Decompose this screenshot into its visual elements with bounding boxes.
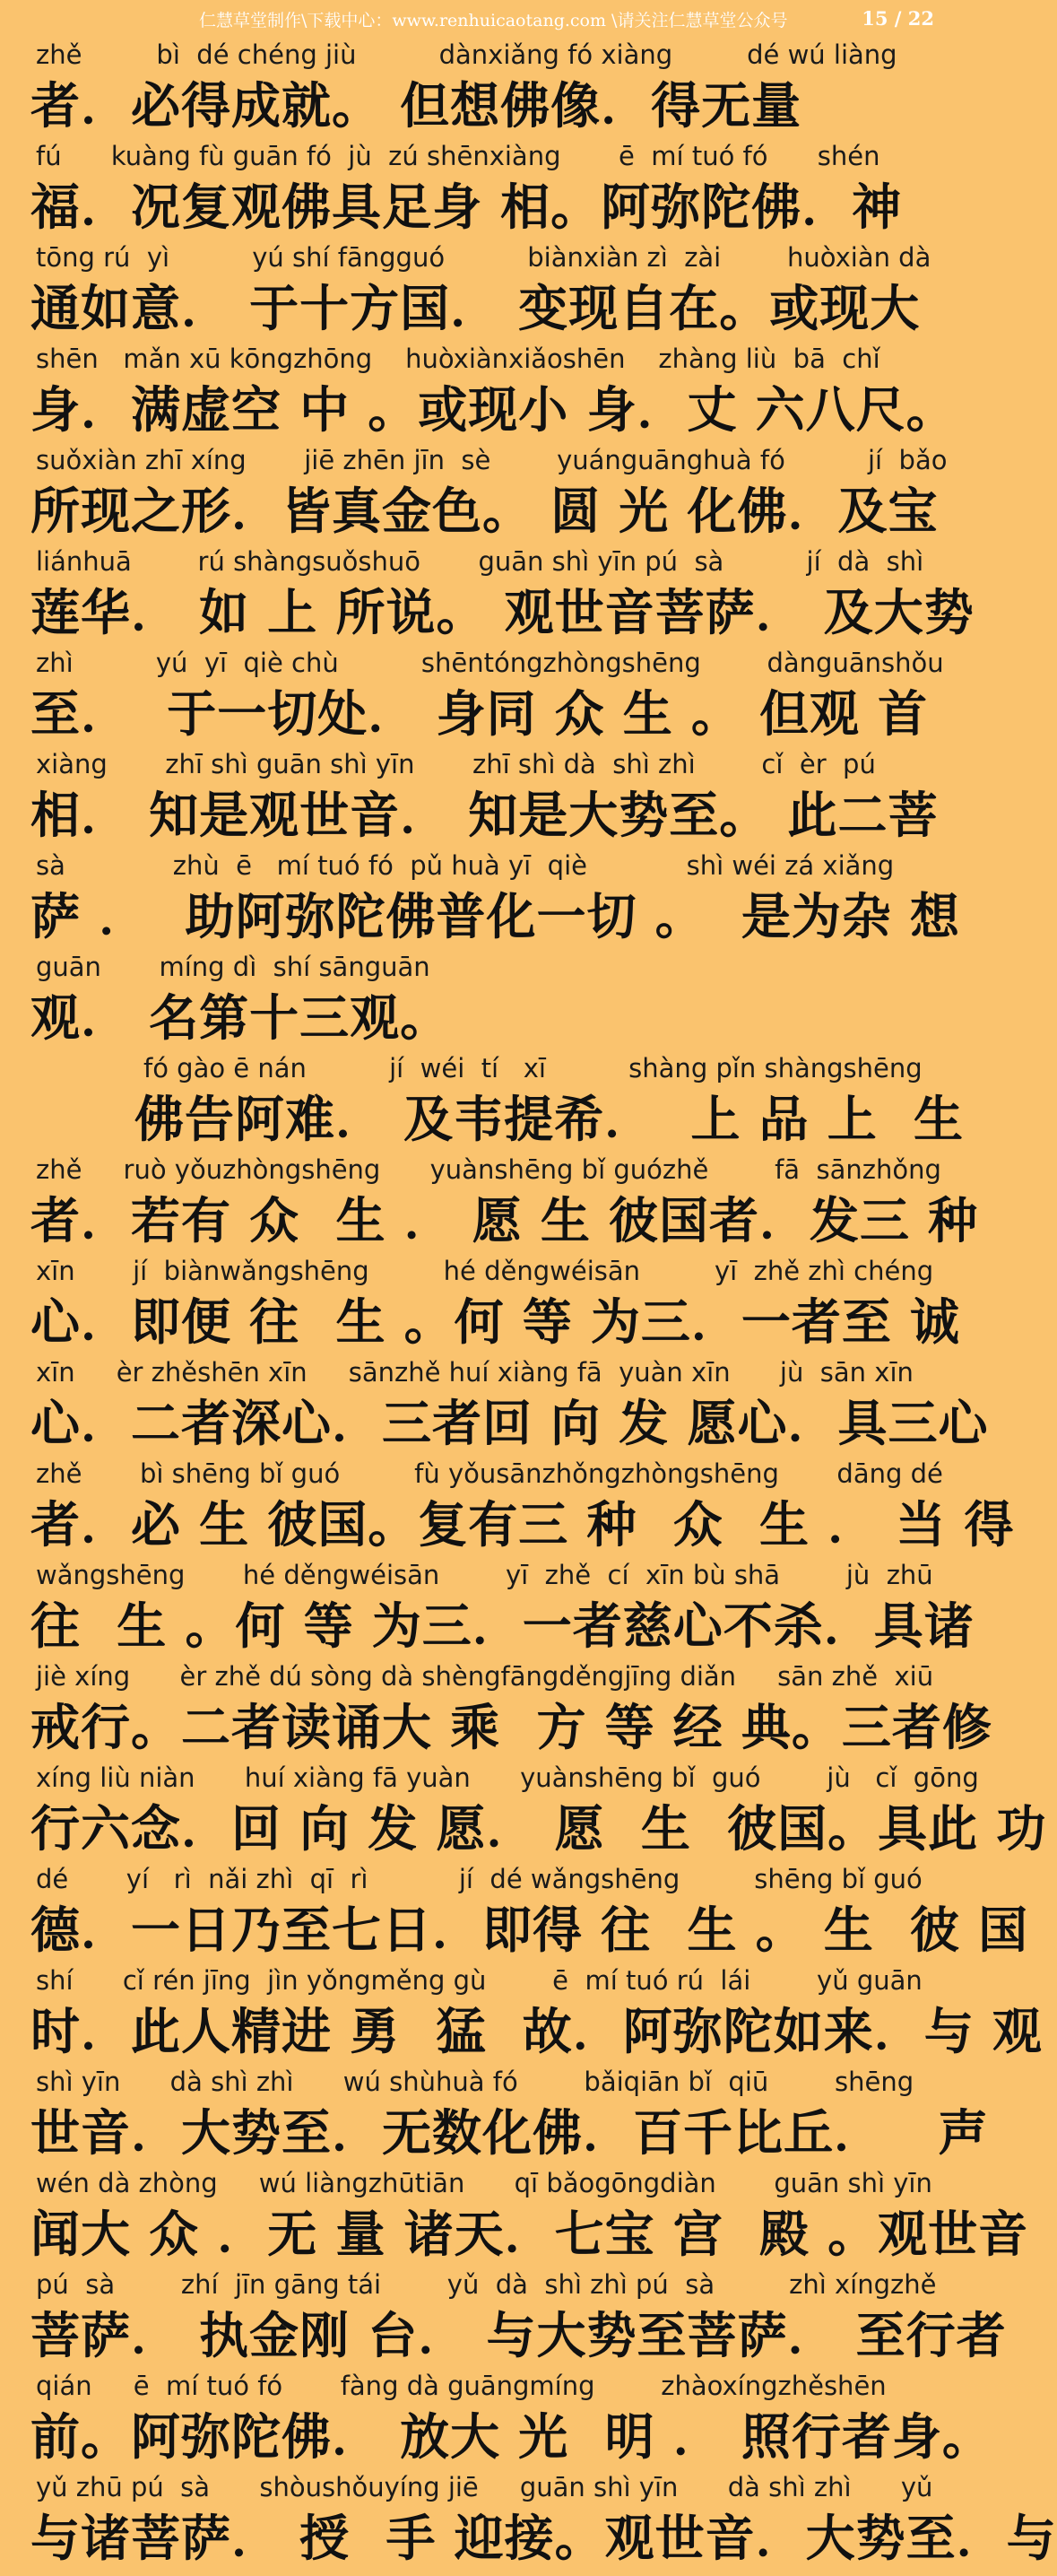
hanzi-line: 戒行。二者读诵大 乘 方 等 经 典。三者修 [30,1699,992,1756]
hanzi-line: 佛告阿难． 及韦提希． 上 品 上 生 [134,1091,965,1148]
hanzi-line: 萨 ． 助阿弥陀佛普化一切 。 是为杂 想 [30,888,961,945]
text-line [0,2468,1057,2570]
scripture-text [0,36,1057,2570]
hanzi-line: 莲华． 如 上 所说。 观世音菩萨． 及大势 [30,584,975,641]
hanzi-line: 世音．大势至．无数化佛．百千比丘． 声 [30,2104,989,2162]
hanzi-line: 身．满虚空 中 。或现小 身．丈 六八尺。 [30,381,957,439]
text-line [0,36,968,137]
text-line [0,441,968,543]
text-line [0,2164,1029,2266]
pinyin-line: liánhuā rú shàngsuǒshuō guān shì yīn pú sà jí dà shì [36,546,924,577]
pinyin-line: zhě bì dé chéng jiù dànxiǎng fó xiàng dé wú liàng [36,39,897,70]
text-line [0,745,968,847]
pinyin-line: zhě ruò yǒuzhòngshēng yuànshēng bǐ guózhě fā sānzhǒng [36,1154,941,1185]
text-line [0,644,968,745]
text-line [0,543,975,644]
hanzi-line: 行六念．回 向 发 愿． 愿 生 彼国。具此 功 [30,1800,1047,1858]
hanzi-line: 时．此人精进 勇 猛 故．阿弥陀如来．与 观 [30,2003,1043,2060]
pinyin-line: guān míng dì shí sānguān [36,952,430,982]
hanzi-line: 往 生 。何 等 为三．一者慈心不杀．具诸 [30,1597,975,1655]
pinyin-line: sà zhù ē mí tuó fó pǔ huà yī qiè shì wéi zá xiǎng [36,850,895,881]
hanzi-line: 心．即便 往 生 。何 等 为三．一者至 诚 [30,1293,961,1351]
pinyin-line: fú kuàng fù guān fó jù zú shēnxiàng ē mí tuó fó shén [36,141,880,171]
pinyin-line: fó gào ē nán jí wéi tí xī shàng pǐn shàngshēng [143,1053,923,1083]
pinyin-line: pú sà zhí jīn gāng tái yǔ dà shì zhì pú sà zhì xíngzhě [36,2269,937,2300]
hanzi-line: 闻大 众 ．无 量 诸天．七宝 宫 殿 。观世音 [30,2206,1029,2263]
hanzi-line: 至． 于一切处． 身同 众 生 。 但观 首 [30,685,929,743]
text-line [0,1049,968,1151]
pinyin-line: wén dà zhòng wú liàngzhūtiān qī bǎogōngdiàn guān shì yīn [36,2168,932,2198]
hanzi-line: 通如意． 于十方国． 变现自在。或现大 [30,280,921,337]
hanzi-line: 德．一日乃至七日．即得 往 生 。 生 彼 国 [30,1902,1029,1959]
text-line [0,1759,1047,1860]
pinyin-line: shì yīn dà shì zhì wú shùhuà fó bǎiqiān bǐ qiū shēng [36,2067,914,2097]
hanzi-line: 相． 知是观世音． 知是大势至。 此二菩 [30,787,939,844]
page-number: 15 / 22 [862,7,934,30]
text-line [0,1658,992,1759]
hanzi-line: 者．必 生 彼国。复有三 种 众 生 ． 当 得 [30,1496,1015,1553]
header-bar [0,0,968,36]
text-line [0,239,968,340]
pinyin-line: dé yí rì nǎi zhì qī rì jí dé wǎngshēng shēng bǐ guó [36,1864,923,1894]
pinyin-line: xiàng zhī shì guān shì yīn zhī shì dà shì zhì cǐ èr pú [36,749,876,779]
text-line [0,1151,979,1252]
header-text: 仁慧草堂制作\下载中心：www.renhuicaotang.com \请关注仁慧草堂公众号 [199,11,788,30]
hanzi-line: 福．况复观佛具足身 相。阿弥陀佛．神 [30,178,903,236]
pinyin-line: jiè xíng èr zhě dú sòng dà shèngfāngděngjīng diǎn sān zhě xiū [36,1661,934,1692]
text-line [0,2367,992,2468]
pinyin-line: xīn jí biànwǎngshēng hé děngwéisān yī zhě zhì chéng [36,1256,934,1286]
text-line [0,1252,968,1353]
pinyin-line: wǎngshēng hé děngwéisān yī zhě cí xīn bù shā jù zhū [36,1560,933,1590]
text-line [0,1455,1015,1556]
hanzi-line: 者．若有 众 生 ． 愿 生 彼国者．发三 种 [30,1192,979,1249]
text-line [0,340,968,441]
text-line [0,1556,975,1658]
hanzi-line: 与诸菩萨． 授 手 迎接。观世音．大势至．与 [30,2510,1057,2567]
pinyin-line: yǔ zhū pú sà shòushǒuyíng jiē guān shì yīn dà shì zhì yǔ [36,2472,933,2502]
hanzi-line: 菩萨． 执金刚 台． 与大势至菩萨． 至行者 [30,2307,1007,2364]
text-line [0,2266,1007,2367]
hanzi-line: 所现之形．皆真金色。 圆 光 化佛．及宝 [30,483,939,540]
text-line [0,1962,1043,2063]
pinyin-line: tōng rú yì yú shí fāngguó biànxiàn zì zài huòxiàn dà [36,242,931,273]
hanzi-line: 心．二者深心．三者回 向 发 愿心．具三心 [30,1395,989,1452]
text-line [0,2063,989,2164]
pinyin-line: shí cǐ rén jīng jìn yǒngměng gù ē mí tuó rú lái yǔ guān [36,1965,923,1996]
pinyin-line: qián ē mí tuó fó fàng dà guāngmíng zhàoxíngzhěshēn [36,2371,887,2401]
pinyin-line: suǒxiàn zhī xíng jiē zhēn jīn sè yuánguānghuà fó jí bǎo [36,445,948,475]
hanzi-line: 观． 名第十三观。 [30,989,451,1047]
text-line [0,948,968,1049]
text-line [0,137,968,239]
hanzi-line: 前。阿弥陀佛． 放大 光 明 ． 照行者身。 [30,2408,992,2466]
pinyin-line: xīn èr zhěshēn xīn sānzhě huí xiàng fā yuàn xīn jù sān xīn [36,1357,914,1388]
pinyin-line: xíng liù niàn huí xiàng fā yuàn yuànshēng bǐ guó jù cǐ gōng [36,1762,979,1793]
pinyin-line: shēn mǎn xū kōngzhōng huòxiànxiǎoshēn zhàng liù bā chǐ [36,344,880,374]
pinyin-line: zhě bì shēng bǐ guó fù yǒusānzhǒngzhòngshēng dāng dé [36,1458,943,1489]
hanzi-line: 者．必得成就。 但想佛像．得无量 [30,77,802,135]
pinyin-line: zhì yú yī qiè chù shēntóngzhòngshēng dànguānshǒu [36,648,944,678]
text-line [0,847,968,948]
text-line [0,1353,989,1455]
text-line [0,1860,1029,1962]
